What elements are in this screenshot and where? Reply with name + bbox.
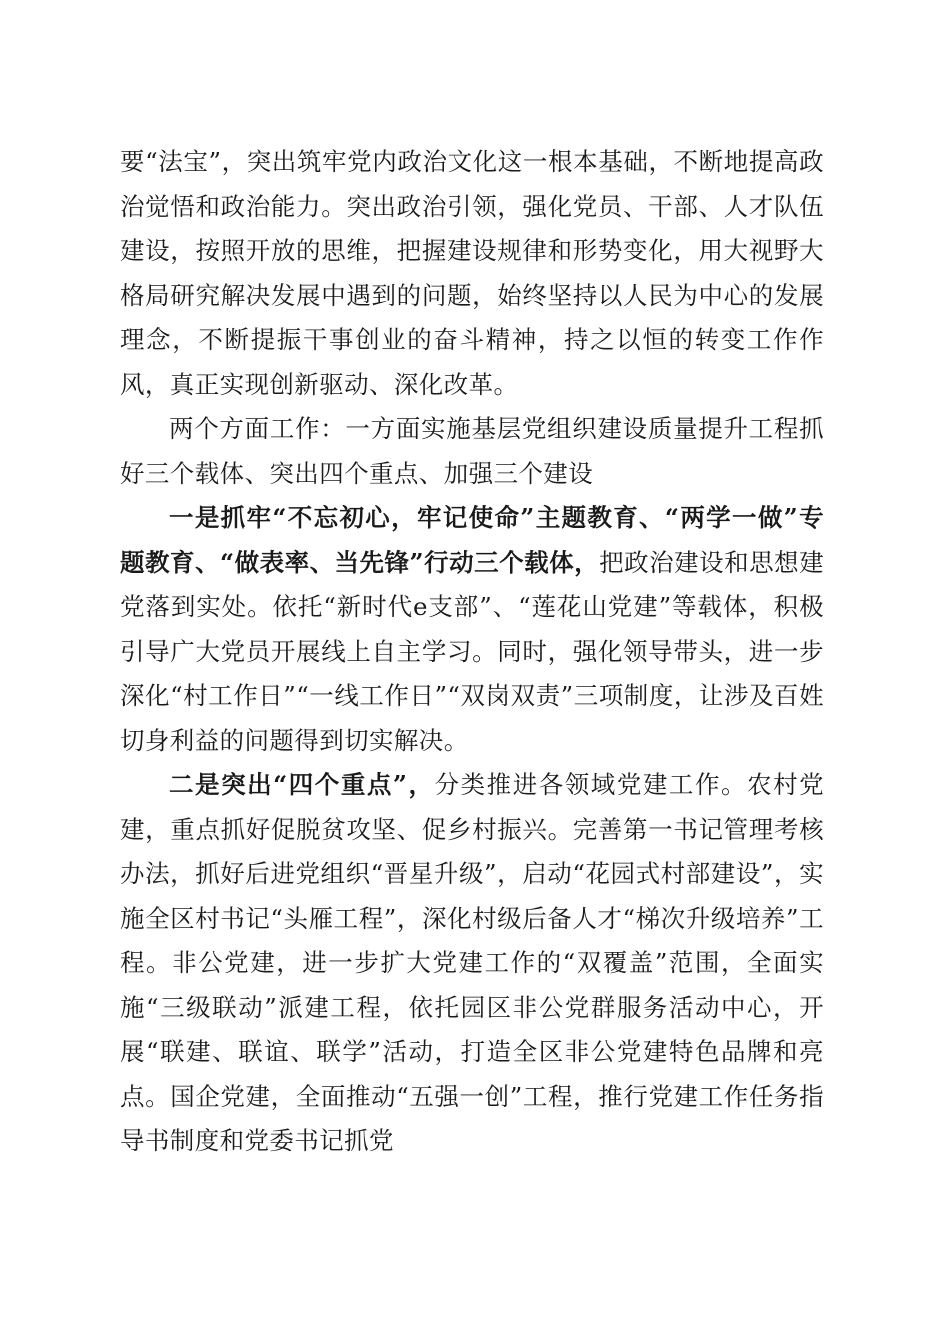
paragraph-lead-bold: 一是抓牢“不忘初心，牢记使命”主题教育、“两学一做”专题教育、“做表率、当先锋”行动三个载体， <box>120 503 824 577</box>
document-body <box>120 140 824 1164</box>
paragraph-text: 把政治建设和思想建党落到实处。依托“新时代e支部”、“莲花山党建”等载体，积极引导广大党员开展线上自主学习。同时，强化领导带头，进一步深化“村工作日”“一线工作日”“双岗双责”三项制度，让涉及百姓切身利益的问题得到切实解决。 <box>120 547 824 755</box>
paragraph-two-aspects <box>120 407 824 496</box>
paragraph-intro <box>120 140 824 407</box>
paragraph-point-two <box>120 763 824 1164</box>
paragraph-point-one <box>120 496 824 763</box>
paragraph-text: 分类推进各领域党建工作。农村党建，重点抓好促脱贫攻坚、促乡村振兴。完善第一书记管理考核办法，抓好后进党组织“晋星升级”，启动“花园式村部建设”，实施全区村书记“头雁工程”，深化村级后备人才“梯次升级培养”工程。非公党建，进一步扩大党建工作的“双覆盖”范围，全面实施“三级联动”派建工程，依托园区非公党群服务活动中心，开展“联建、联谊、联学”活动，打造全区非公党建特色品牌和亮点。国企党建，全面推动“五强一创”工程，推行党建工作任务指导书制度和党委书记抓党 <box>120 770 824 1155</box>
paragraph-lead-bold: 二是突出“四个重点”， <box>169 770 435 799</box>
paragraph-text: 两个方面工作：一方面实施基层党组织建设质量提升工程抓好三个载体、突出四个重点、加强三个建设 <box>120 414 824 488</box>
paragraph-text: 要“法宝”，突出筑牢党内政治文化这一根本基础，不断地提高政治觉悟和政治能力。突出政治引领，强化党员、干部、人才队伍建设，按照开放的思维，把握建设规律和形势变化，用大视野大格局研究解决发展中遇到的问题，始终坚持以人民为中心的发展理念，不断提振干事创业的奋斗精神，持之以恒的转变工作作风，真正实现创新驱动、深化改革。 <box>120 147 824 399</box>
